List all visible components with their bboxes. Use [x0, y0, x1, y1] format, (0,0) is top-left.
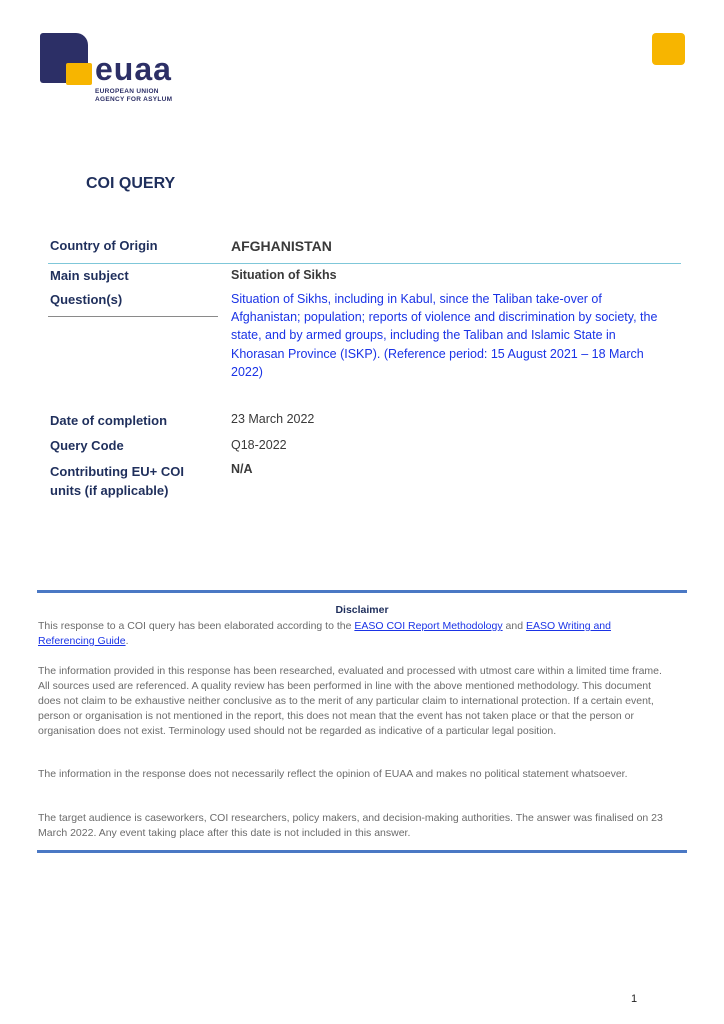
country-label: Country of Origin	[50, 238, 158, 253]
corner-decoration	[652, 33, 685, 65]
query-code-value: Q18-2022	[231, 438, 287, 452]
logo-mark-accent	[66, 63, 92, 85]
units-label-line1: Contributing EU+ COI	[50, 464, 184, 479]
page-number: 1	[631, 993, 638, 1005]
country-value: AFGHANISTAN	[231, 238, 332, 254]
logo-wordmark: euaa	[95, 51, 172, 87]
disclaimer-p1-and: and	[502, 620, 526, 632]
disclaimer-top-rule	[37, 590, 687, 593]
subject-label: Main subject	[50, 268, 129, 283]
subject-value: Situation of Sikhs	[231, 268, 337, 282]
disclaimer-p1-text: This response to a COI query has been elaborated according to the	[38, 620, 355, 632]
document-title: COI QUERY	[86, 175, 176, 192]
logo-subtitle	[95, 88, 172, 104]
euaa-logo	[40, 33, 190, 105]
question-label: Question(s)	[50, 292, 123, 307]
disclaimer-bottom-rule	[37, 850, 687, 853]
units-label	[50, 462, 184, 500]
question-divider	[48, 316, 218, 317]
disclaimer-paragraph-3: The information in the response does not necessarily reflect the opinion of EUAA and makes no political statement whatsoever.	[38, 768, 628, 780]
question-value: Situation of Sikhs, including in Kabul, since the Taliban take-over of Afghanistan; population; reports of violence and discrimination by society, the state, and by armed groups, including the Taliban and Islamic State in Khorasan Province (ISKP). (Reference period: 15 August 2021 – 18 March 2022)	[231, 292, 658, 379]
logo-subtitle-line2: AGENCY FOR ASYLUM	[95, 96, 173, 103]
logo-subtitle-line1: EUROPEAN UNION	[95, 88, 159, 95]
disclaimer-title: Disclaimer	[335, 604, 389, 616]
writing-guide-link[interactable]: EASO Writing and Referencing Guide	[38, 620, 611, 647]
date-label: Date of completion	[50, 413, 168, 428]
header-divider	[48, 263, 681, 264]
query-code-label: Query Code	[50, 438, 124, 453]
disclaimer-paragraph-1	[38, 619, 668, 649]
units-value: N/A	[231, 462, 253, 476]
disclaimer-p1-end: .	[125, 635, 129, 647]
date-value: 23 March 2022	[231, 412, 315, 426]
disclaimer-paragraph-4: The target audience is caseworkers, COI researchers, policy makers, and decision-making authorities. The answer was finalised on 23 March 2022. Any event taking place after this date is not included in this answer.	[38, 812, 663, 839]
disclaimer-paragraph-2: The information provided in this response has been researched, evaluated and processed with utmost care within a limited time frame. All sources used are referenced. A quality review has been performed in line with the above mentioned methodology. This document does not claim to be exhaustive neither conclusive as to the merit of any particular claim to international protection. If a certain event, person or organisation is not mentioned in the report, this does not mean that the event has not taken place or that the person or organisation does not exist. Terminology used should not be regarded as indicative of a particular legal position.	[38, 665, 662, 737]
coi-methodology-link[interactable]: EASO COI Report Methodology	[354, 620, 503, 632]
units-label-line2: units (if applicable)	[50, 483, 169, 498]
